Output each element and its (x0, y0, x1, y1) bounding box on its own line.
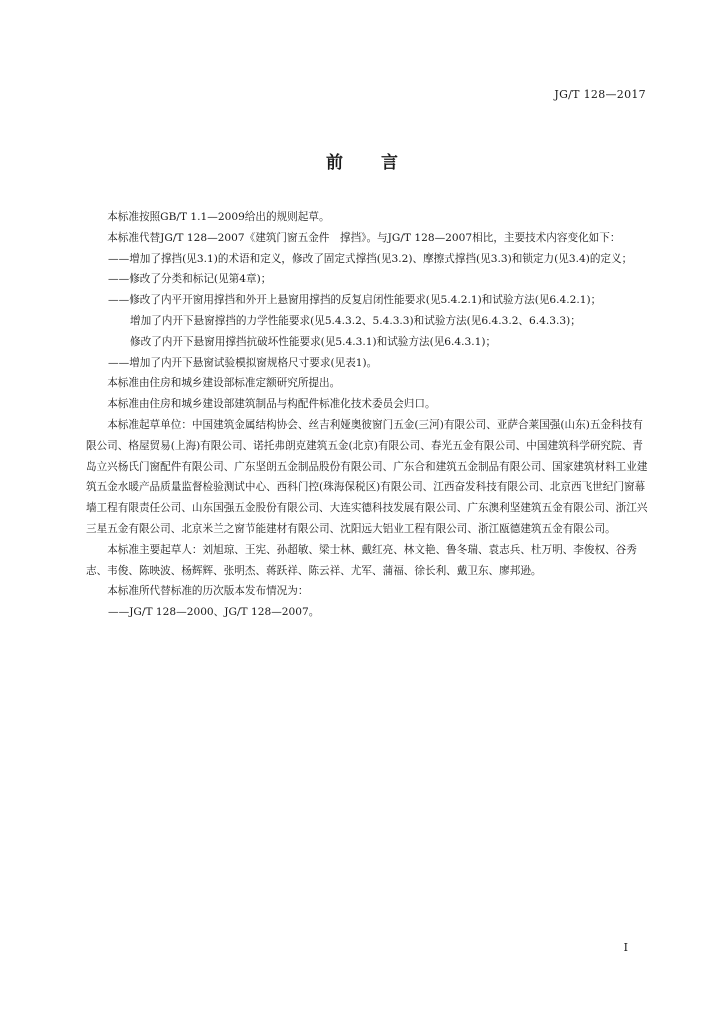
change-item-window-size: ——增加了内开下悬窗试验模拟窗规格尺寸要求(见表1)。 (108, 356, 378, 369)
paragraph-centralized: 本标准由住房和城乡建设部建筑制品与构配件标准化技术委员会归口。 (107, 398, 436, 411)
change-item-mechanical: 增加了内开下悬窗撑挡的力学性能要求(见5.4.3.2、5.4.3.3)和试验方法(见6.4.3.2、6.4.3.3)； (130, 314, 581, 327)
change-item-anti-damage: 修改了内开下悬窗用撑挡抗破坏性能要求(见5.4.3.1)和试验方法(见6.4.3.1)； (130, 335, 497, 348)
change-item-classification: ——修改了分类和标记(见第4章)； (108, 273, 272, 286)
document-body (86, 207, 648, 623)
paragraph-drafters: 本标准主要起草人：刘旭琼、王宪、孙超敏、梁士林、戴红亮、林文艳、鲁冬瑞、袁志兵、杜万明、李俊权、谷秀志、韦俊、陈映波、杨辉辉、张明杰、蒋跃祥、陈云祥、尤军、蒲福、徐长利、戴卫东、廖邦逊。 (86, 543, 637, 577)
page-title: 前言 (326, 153, 436, 173)
change-item-terms: ——增加了撑挡(见3.1)的术语和定义，修改了固定式撑挡(见3.2)、摩擦式撑挡(见3.3)和锁定力(见3.4)的定义； (108, 252, 633, 265)
standard-code: JG/T 128—2017 (554, 88, 646, 101)
paragraph-proposer: 本标准由住房和城乡建设部标准定额研究所提出。 (107, 377, 341, 390)
change-item-repeated-opening: ——修改了内平开窗用撑挡和外开上悬窗用撑挡的反复启闭性能要求(见5.4.2.1)和试验方法(见6.4.2.1)； (108, 294, 602, 307)
page-number: I (623, 941, 628, 954)
history-versions: ——JG/T 128—2000、JG/T 128—2007。 (108, 606, 320, 619)
paragraph-history: 本标准所代替标准的历次版本发布情况为： (107, 585, 309, 598)
paragraph-drafting-rules: 本标准按照GB/T 1.1—2009给出的规则起草。 (107, 211, 330, 223)
paragraph-drafting-units: 本标准起草单位：中国建筑金属结构协会、丝吉利娅奥彼窗门五金(三河)有限公司、亚萨合莱国强(山东)五金科技有限公司、格屋贸易(上海)有限公司、诺托弗朗克建筑五金(北京)有限公司、春光五金有限公司、中国建筑科学研究院、青岛立兴杨氏门窗配件有限公司、广东坚朗五金制品股份有限公司、广东合和建筑五金制品有限公司、国家建筑材料工业建筑五金水暖产品质量监督检验测试中心、西科门控(珠海保税区)有限公司、江西奋发科技有限公司、北京西飞世纪门窗幕墙工程有限责任公司、山东国强五金股份有限公司、大连实德科技发展有限公司、广东澳利坚建筑五金有限公司、浙江兴三星五金有限公司、北京米兰之窗节能建材有限公司、沈阳远大铝业工程有限公司、浙江瓯德建筑五金有限公司。 (86, 418, 648, 535)
paragraph-replacement: 本标准代替JG/T 128—2007《建筑门窗五金件 撑挡》。与JG/T 128—2007相比，主要技术内容变化如下： (107, 231, 621, 244)
